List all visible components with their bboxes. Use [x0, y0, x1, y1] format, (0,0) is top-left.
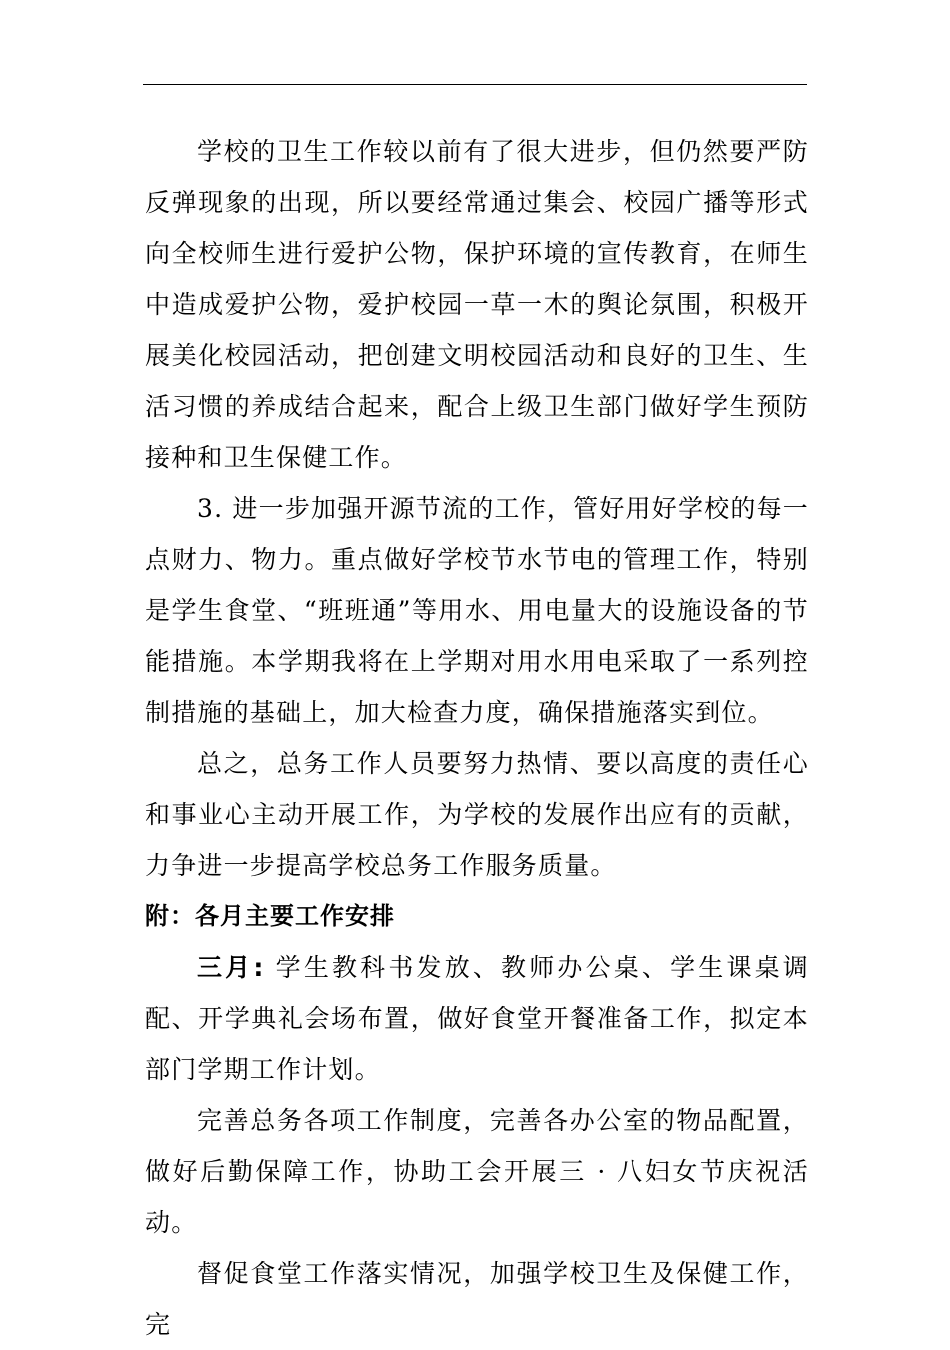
paragraph-march — [145, 942, 809, 1095]
paragraph-office-system: 完善总务各项工作制度，完善各办公室的物品配置，做好后勤保障工作，协助工会开展三 · 八妇女节庆祝活动。 — [145, 1106, 809, 1237]
document-body — [145, 126, 809, 1350]
paragraph-cost-saving: 3. 进一步加强开源节流的工作，管好用好学校的每一点财力、物力。重点做好学校节水节电的管理工作，特别是学生食堂、“班班通”等用水、用电量大的设施设备的节能措施。本学期我将在上学期对用水用电采取了一系列控制措施的基础上，加大检查力度，确保措施落实到位。 — [145, 494, 809, 727]
paragraph-hygiene: 学校的卫生工作较以前有了很大进步，但仍然要严防反弹现象的出现，所以要经常通过集会、校园广播等形式向全校师生进行爱护公物，保护环境的宣传教育，在师生中造成爱护公物，爱护校园一草一木的舆论氛围，积极开展美化校园活动，把创建文明校园活动和良好的卫生、生活习惯的养成结合起来，配合上级卫生部门做好学生预防接种和卫生保健工作。 — [145, 137, 809, 472]
march-text: 学生教科书发放、教师办公桌、学生课桌调配、开学典礼会场布置，做好食堂开餐准备工作，拟定本部门学期工作计划。 — [145, 953, 809, 1084]
month-label-march: 三月: — [197, 953, 265, 982]
paragraph-canteen: 督促食堂工作落实情况，加强学校卫生及保健工作，完 — [145, 1259, 809, 1339]
appendix-heading: 附：各月主要工作安排 — [145, 902, 395, 930]
paragraph-summary: 总之，总务工作人员要努力热情、要以高度的责任心和事业心主动开展工作，为学校的发展作出应有的贡献，力争进一步提高学校总务工作服务质量。 — [145, 749, 809, 880]
header-rule — [143, 84, 807, 85]
